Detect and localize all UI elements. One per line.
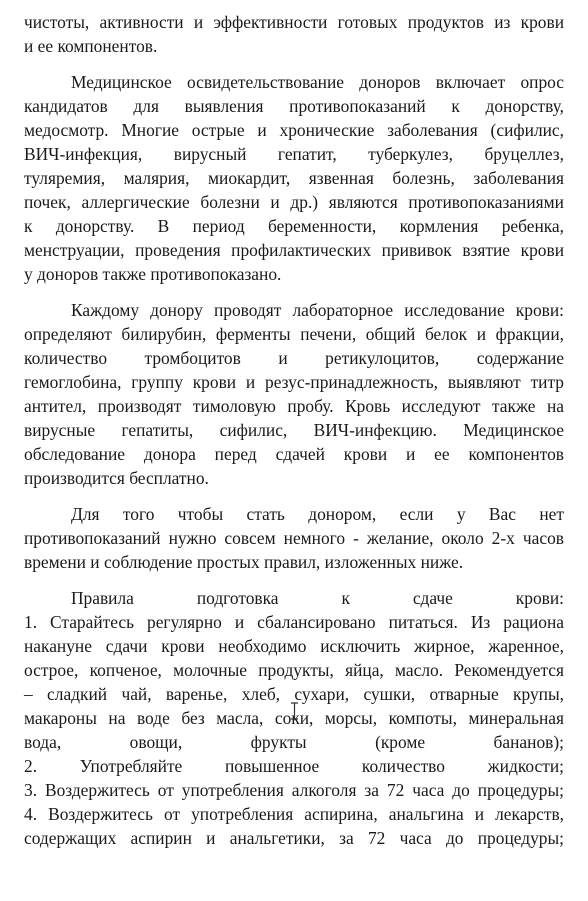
text-line: медосмотр. Многие острые и хронические заболевания (сифилис, [24, 120, 564, 140]
text-line: чистоты, активности и эффективности готовых продуктов из крови [24, 12, 564, 32]
text-line: времени и соблюдение простых правил, изложенных ниже. [24, 552, 464, 572]
text-line: противопоказаний нужно совсем немного - желание, около 2-х часов [24, 528, 564, 548]
text-line: антител, производят тимоловую пробу. Кровь исследуют также на [24, 396, 564, 416]
text-line: Правила подготовка к сдаче крови: [71, 588, 564, 608]
text-line: – сладкий чай, варенье, хлеб, сухари, сушки, отварные крупы, [24, 684, 564, 704]
text-line: производится бесплатно. [24, 468, 209, 488]
text-line: Медицинское освидетельствование доноров включает опрос [71, 72, 564, 92]
text-line: вода, овощи, фрукты (кроме бананов); [24, 732, 564, 752]
text-line: менструации, проведения профилактических прививок взятие крови [24, 240, 564, 260]
text-line: накануне сдачи крови необходимо исключить жирное, жаренное, [24, 636, 564, 656]
text-line: к донорству. В период беременности, кормления ребенка, [24, 216, 564, 236]
text-line: острое, копченое, молочные продукты, яйца, масло. Рекомендуется [24, 660, 564, 680]
paragraph [24, 502, 564, 574]
text-line: Для того чтобы стать донором, если у Вас нет [71, 504, 564, 524]
text-line: определяют билирубин, ферменты печени, общий белок и фракции, [24, 324, 564, 344]
paragraph [24, 298, 564, 490]
text-line: макароны на воде без масла, соки, морсы, компоты, минеральная [24, 708, 564, 728]
paragraph [24, 10, 564, 58]
text-line: почек, аллергические болезни и др.) являются противопоказаниями [24, 192, 564, 212]
text-line: кандидатов для выявления противопоказаний к донорству, [24, 96, 564, 116]
text-line: содержащих аспирин и анальгетики, за 72 часа до процедуры; [24, 828, 564, 848]
text-line: 4. Воздержитесь от употребления аспирина, анальгина и лекарств, [24, 804, 564, 824]
text-line: туляремия, малярия, миокардит, язвенная болезнь, заболевания [24, 168, 564, 188]
text-line: и ее компонентов. [24, 36, 158, 56]
paragraph [24, 586, 564, 850]
document-page [24, 10, 564, 862]
text-line: гемоглобина, группу крови и резус-принадлежность, выявляют титр [24, 372, 564, 392]
text-line: вирусные гепатиты, сифилис, ВИЧ-инфекцию. Медицинское [24, 420, 564, 440]
text-line: Каждому донору проводят лабораторное исследование крови: [71, 300, 564, 320]
text-line: 2. Употребляйте повышенное количество жидкости; [24, 756, 564, 776]
text-line: 1. Старайтесь регулярно и сбалансировано питаться. Из рациона [24, 612, 564, 632]
text-line: 3. Воздержитесь от употребления алкоголя за 72 часа до процедуры; [24, 780, 564, 800]
text-line: у доноров также противопоказано. [24, 264, 282, 284]
text-line: обследование донора перед сдачей крови и ее компонентов [24, 444, 564, 464]
paragraph [24, 70, 564, 286]
text-line: количество тромбоцитов и ретикулоцитов, содержание [24, 348, 564, 368]
text-line: ВИЧ-инфекция, вирусный гепатит, туберкулез, бруцеллез, [24, 144, 564, 164]
